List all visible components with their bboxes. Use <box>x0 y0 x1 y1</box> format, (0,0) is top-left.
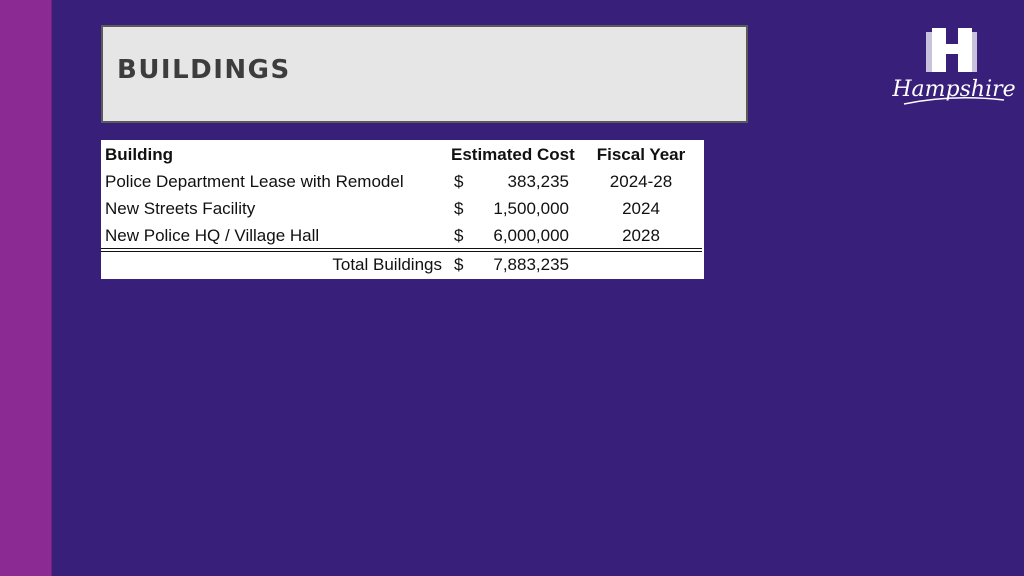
total-currency: $ <box>454 255 464 274</box>
row-fiscal-year: 2024-28 <box>609 172 673 191</box>
title-box <box>101 25 748 123</box>
row-currency: $ <box>454 199 464 218</box>
total-label: Total Buildings <box>332 255 442 274</box>
total-divider <box>101 248 702 249</box>
hampshire-logo <box>892 24 1016 110</box>
header-estimated-cost: Estimated Cost <box>451 145 575 164</box>
row-building: New Police HQ / Village Hall <box>105 226 320 245</box>
row-fiscal-year: 2028 <box>622 226 660 245</box>
total-cost: 7,883,235 <box>493 255 569 274</box>
row-building: New Streets Facility <box>105 199 256 218</box>
total-divider <box>101 251 702 252</box>
header-fiscal-year: Fiscal Year <box>596 145 686 164</box>
buildings-table <box>101 140 704 279</box>
row-cost: 6,000,000 <box>493 226 569 245</box>
page-title: BUILDINGS <box>117 55 291 85</box>
row-building: Police Department Lease with Remodel <box>105 172 404 191</box>
row-fiscal-year: 2024 <box>622 199 660 218</box>
side-accent-bar <box>0 0 52 576</box>
header-building: Building <box>105 145 173 164</box>
logo-wordmark: Hampshire <box>892 77 1016 102</box>
row-cost: 1,500,000 <box>493 199 569 218</box>
row-currency: $ <box>454 172 464 191</box>
row-cost: 383,235 <box>507 172 569 191</box>
row-currency: $ <box>454 226 464 245</box>
hampshire-h-logo-icon <box>892 24 1016 110</box>
